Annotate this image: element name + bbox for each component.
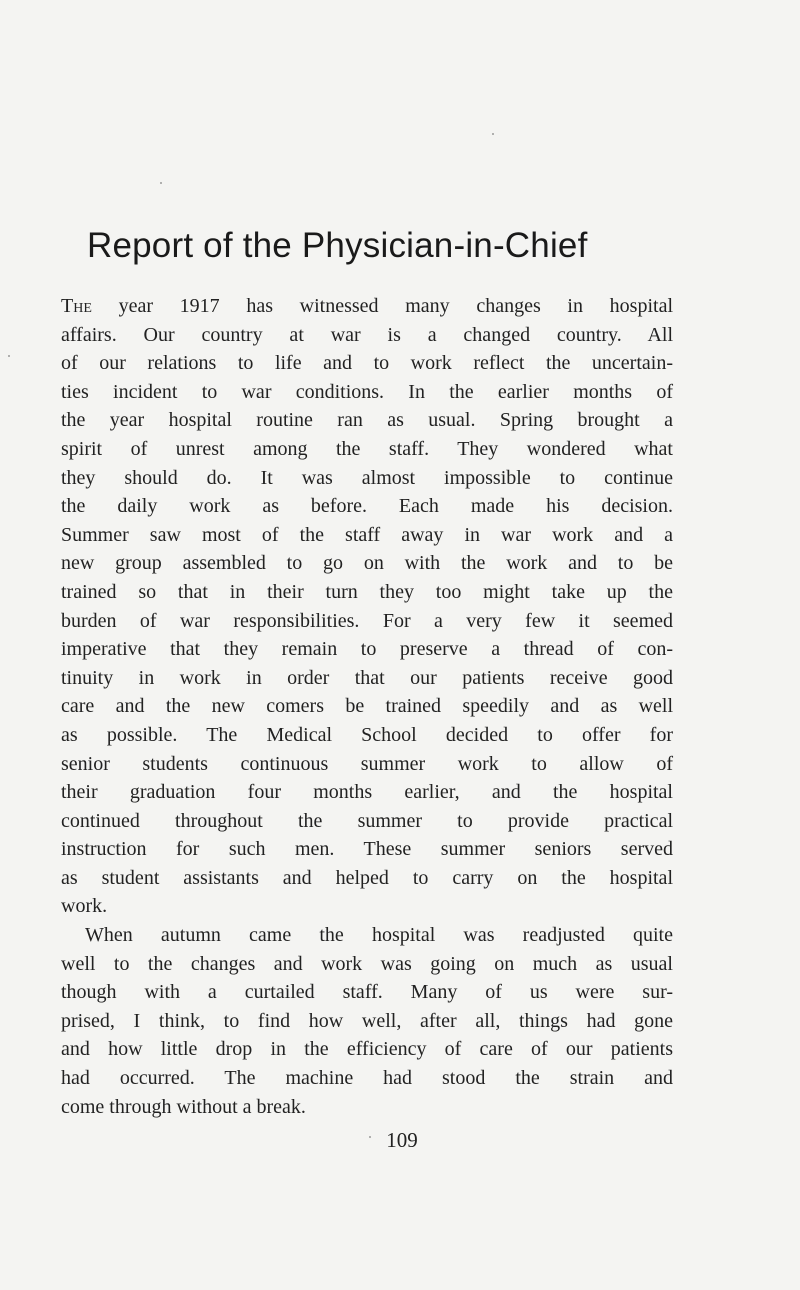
text-line: come through without a break. xyxy=(61,1095,306,1118)
text-line: the daily work as before. Each made his decision. xyxy=(61,495,673,518)
text-line: well to the changes and work was going on much as usual xyxy=(61,952,673,975)
paper-speck xyxy=(369,1136,371,1138)
paper-speck xyxy=(492,133,494,135)
text-line: When autumn came the hospital was readjusted quite xyxy=(85,924,673,947)
text-line: of our relations to life and to work reflect the uncertain- xyxy=(61,352,673,375)
text-line: had occurred. The machine had stood the strain and xyxy=(61,1067,673,1090)
text-line: continued throughout the summer to provide practical xyxy=(61,809,673,832)
text-line: affairs. Our country at war is a changed country. All xyxy=(61,323,673,346)
text-line: burden of war responsibilities. For a very few it seemed xyxy=(61,609,673,632)
text-line: the year hospital routine ran as usual. Spring brought a xyxy=(61,409,673,432)
text-line: imperative that they remain to preserve a thread of con- xyxy=(61,638,673,661)
text-line-rest: year 1917 has witnessed many changes in hospital xyxy=(91,295,673,317)
text-line: instruction for such men. These summer seniors served xyxy=(61,838,673,861)
text-line: trained so that in their turn they too might take up the xyxy=(61,580,673,603)
text-line: prised, I think, to find how well, after all, things had gone xyxy=(61,1009,673,1032)
text-line: Summer saw most of the staff away in war work and a xyxy=(61,523,673,546)
lead-word: The xyxy=(61,295,92,317)
text-line xyxy=(61,292,673,321)
paragraph-1 xyxy=(61,292,673,921)
text-line: as possible. The Medical School decided to offer for xyxy=(61,723,673,746)
text-line: they should do. It was almost impossible to continue xyxy=(61,466,673,489)
text-line: ties incident to war conditions. In the earlier months of xyxy=(61,380,673,403)
paper-speck xyxy=(160,182,162,184)
text-line: spirit of unrest among the staff. They wondered what xyxy=(61,437,673,460)
text-line: though with a curtailed staff. Many of us were sur- xyxy=(61,981,673,1004)
text-line: as student assistants and helped to carry on the hospital xyxy=(61,866,673,889)
paper-speck xyxy=(8,355,10,357)
text-line: work. xyxy=(61,895,108,918)
text-line: senior students continuous summer work to allow of xyxy=(61,752,673,775)
text-line: new group assembled to go on with the work and to be xyxy=(61,552,673,575)
text-line: tinuity in work in order that our patients receive good xyxy=(61,666,673,689)
page-number: 109 xyxy=(386,1128,418,1152)
text-line: their graduation four months earlier, and the hospital xyxy=(61,781,673,804)
text-line: care and the new comers be trained speedily and as well xyxy=(61,695,673,718)
page-title: Report of the Physician-in-Chief xyxy=(87,226,588,265)
paragraph-2 xyxy=(61,921,673,1121)
body-text xyxy=(61,292,673,1121)
text-line: and how little drop in the efficiency of care of our patients xyxy=(61,1038,673,1061)
